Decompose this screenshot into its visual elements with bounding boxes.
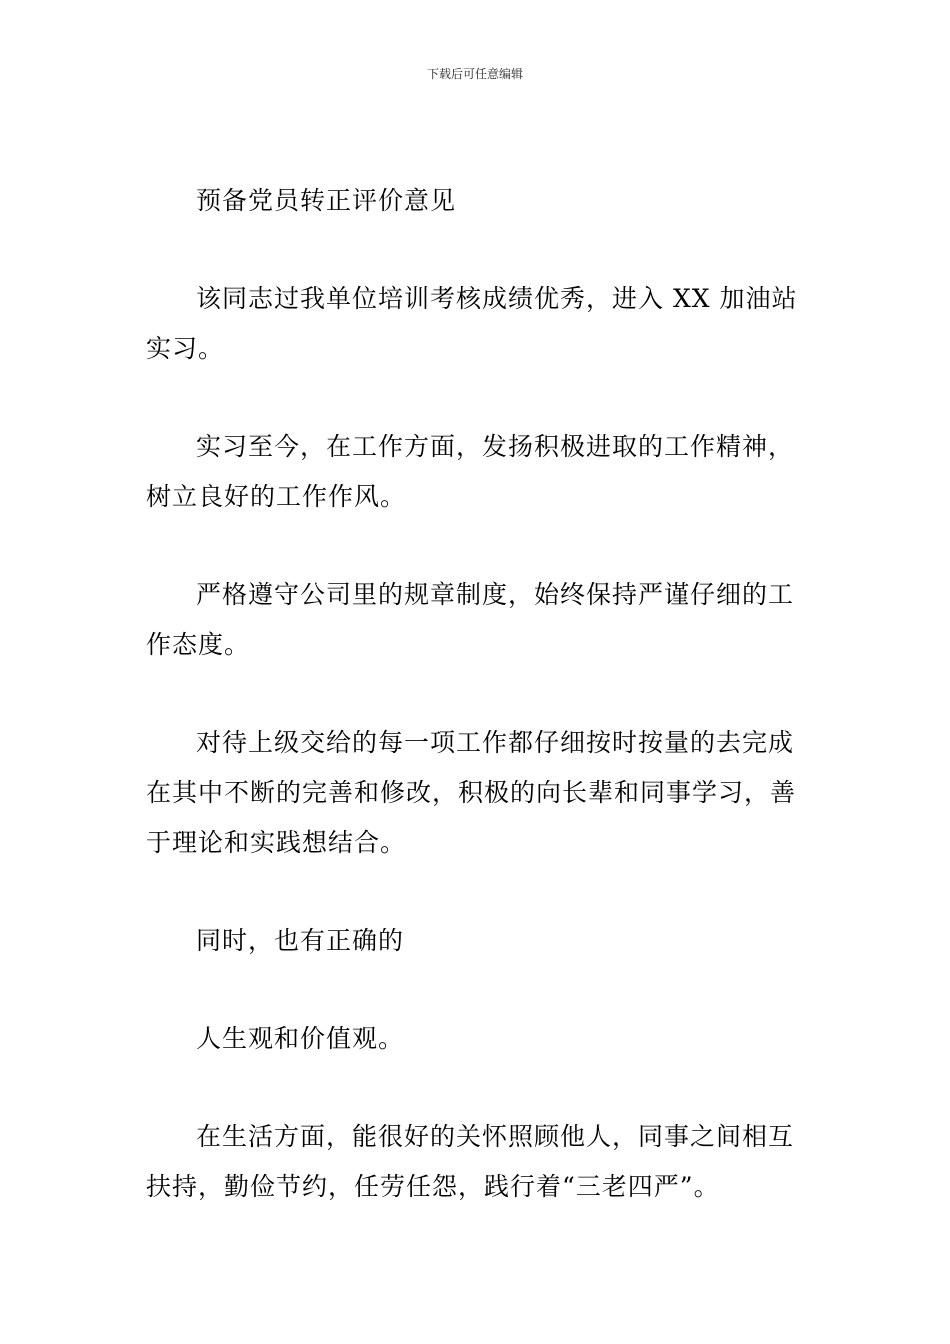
paragraph: 该同志过我单位培训考核成绩优秀，进入 XX 加油站实习。 <box>146 284 798 363</box>
document-title: 预备党员转正评价意见 <box>196 186 457 215</box>
paragraph: 对待上级交给的每一项工作都仔细按时按量的去完成在其中不断的完善和修改，积极的向长辈和同事学习，善于理论和实践想结合。 <box>146 728 797 857</box>
paragraph: 实习至今，在工作方面，发扬积极进取的工作精神，树立良好的工作作风。 <box>146 432 795 511</box>
paragraph: 在生活方面，能很好的关怀照顾他人，同事之间相互扶持，勤俭节约，任劳任怨，践行着“三老四严”。 <box>146 1122 795 1201</box>
document-body <box>146 176 810 1260</box>
paragraph: 人生观和价值观。 <box>196 1024 405 1053</box>
paragraph: 严格遵守公司里的规章制度，始终保持严谨仔细的工作态度。 <box>146 580 795 659</box>
page-header: 下载后可任意编辑 <box>426 67 523 81</box>
paragraph: 同时，也有正确的 <box>196 926 405 955</box>
